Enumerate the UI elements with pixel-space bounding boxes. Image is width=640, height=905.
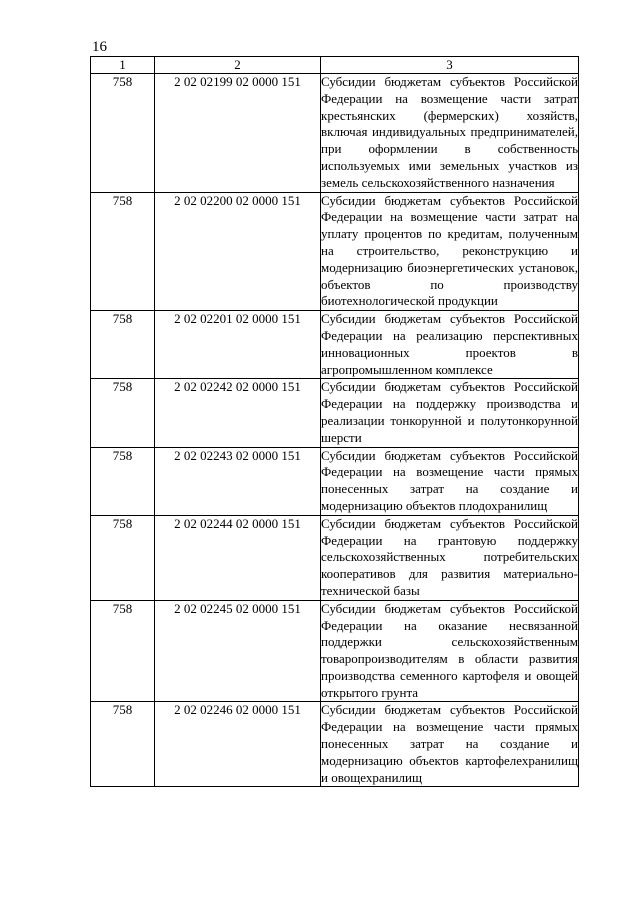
description-text: Субсидии бюджетам субъектов Российской Федерации на реализацию перспективных инновационных проектов в агропромышленном комплексе (321, 311, 578, 377)
description-cell (321, 702, 579, 787)
admin-code-cell: 758 (91, 192, 155, 311)
admin-code-cell: 758 (91, 74, 155, 193)
page-number: 16 (92, 39, 107, 55)
table-row (91, 74, 579, 193)
budget-code-cell: 2 02 02245 02 0000 151 (155, 600, 321, 702)
description-cell (321, 600, 579, 702)
description-cell (321, 74, 579, 193)
description-text: Субсидии бюджетам субъектов Российской Федерации на грантовую поддержку сельскохозяйственных потребительских кооперативов для развития материально-технической базы (321, 515, 578, 598)
column-header-2: 2 (155, 57, 321, 74)
table-row (91, 379, 579, 447)
budget-code-cell: 2 02 02242 02 0000 151 (155, 379, 321, 447)
table-header-row (91, 57, 579, 74)
budget-classification-table (90, 56, 579, 787)
table-row (91, 311, 579, 379)
budget-code-cell: 2 02 02200 02 0000 151 (155, 192, 321, 311)
admin-code-cell: 758 (91, 379, 155, 447)
description-cell (321, 379, 579, 447)
table-row (91, 600, 579, 702)
description-text: Субсидии бюджетам субъектов Российской Федерации на возмещение части прямых понесенных затрат на создание и модернизацию объектов картофелехранилищ и овощехранилищ (321, 702, 578, 785)
budget-code-cell: 2 02 02243 02 0000 151 (155, 447, 321, 515)
budget-code-cell: 2 02 02201 02 0000 151 (155, 311, 321, 379)
budget-code-cell: 2 02 02199 02 0000 151 (155, 74, 321, 193)
column-header-1: 1 (91, 57, 155, 74)
description-cell (321, 311, 579, 379)
description-text: Субсидии бюджетам субъектов Российской Федерации на поддержку производства и реализации тонкорунной и полутонкорунной шерсти (321, 379, 578, 445)
table-row (91, 515, 579, 600)
description-text: Субсидии бюджетам субъектов Российской Федерации на оказание несвязанной поддержки сельскохозяйственным товаропроизводителям в области развития производства семенного картофеля и овощей открытого грунта (321, 600, 578, 700)
description-cell (321, 447, 579, 515)
admin-code-cell: 758 (91, 600, 155, 702)
table-row (91, 447, 579, 515)
admin-code-cell: 758 (91, 515, 155, 600)
column-header-3: 3 (321, 57, 579, 74)
admin-code-cell: 758 (91, 311, 155, 379)
description-cell (321, 515, 579, 600)
budget-code-cell: 2 02 02246 02 0000 151 (155, 702, 321, 787)
description-text: Субсидии бюджетам субъектов Российской Федерации на возмещение части затрат крестьянских (фермерских) хозяйств, включая индивидуальных предпринимателей, при оформлении в собственность используемых ими земельных участков из земель сельскохозяйственного назначения (321, 74, 578, 190)
admin-code-cell: 758 (91, 702, 155, 787)
admin-code-cell: 758 (91, 447, 155, 515)
description-text: Субсидии бюджетам субъектов Российской Федерации на возмещение части затрат на уплату процентов по кредитам, полученным на строительство, реконструкцию и модернизацию биоэнергетических установок, объектов по производству биотехнологической продукции (321, 192, 578, 309)
table-row (91, 702, 579, 787)
budget-code-cell: 2 02 02244 02 0000 151 (155, 515, 321, 600)
description-text: Субсидии бюджетам субъектов Российской Федерации на возмещение части прямых понесенных затрат на создание и модернизацию объектов плодохранилищ (321, 447, 578, 513)
description-cell (321, 192, 579, 311)
table-row (91, 192, 579, 311)
